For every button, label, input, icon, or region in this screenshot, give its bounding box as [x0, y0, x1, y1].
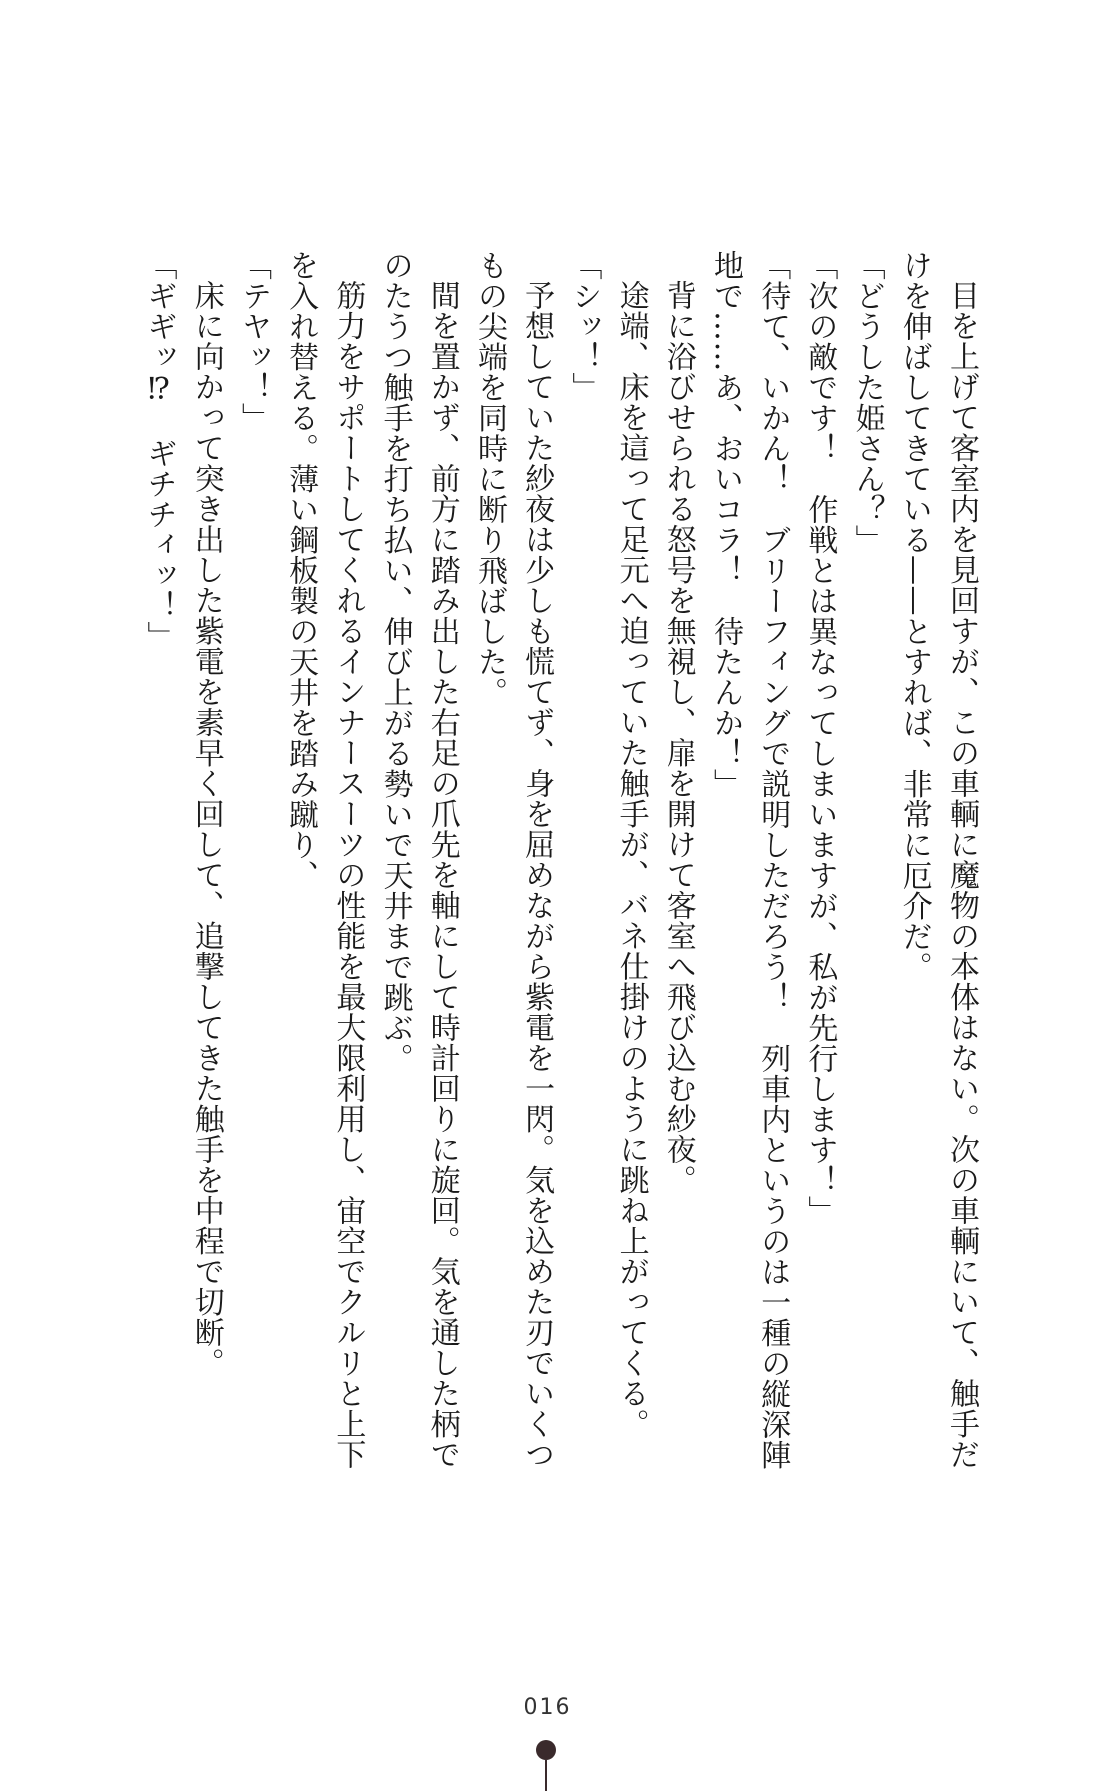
paragraph: 床に向かって突き出した紫電を素早く回して、追撃してきた触手を中程で切断。: [188, 280, 224, 1378]
dialogue-line: 「ギギッ⁉ ギチチィッ！」: [141, 250, 177, 652]
dialogue-line: 「次の敵です！ 作戦とは異なってしまいますが、私が先行します！」: [802, 250, 838, 1226]
folio-dot-ornament: [536, 1740, 556, 1760]
dialogue-line: 「待て、いかん！ ブリーフィングで説明しただろう！ 列車内というのは一種の縦深陣地で……あ、おいコラ！ 待たんか！」: [707, 250, 791, 1470]
folio-line-ornament: [545, 1760, 547, 1791]
dialogue-line: 「テヤッ！」: [235, 250, 271, 433]
paragraph: 目を上げて客室内を見回すが、この車輌に魔物の本体はない。次の車輌にいて、触手だけを伸ばしてきている——とすれば、非常に厄介だ。: [896, 250, 979, 1470]
vertical-text-body: [135, 250, 985, 1490]
dialogue-line: 「どうした姫さん？」: [849, 250, 885, 555]
paragraph: 途端、床を這って足元へ迫っていた触手が、バネ仕掛けのように跳ね上がってくる。: [613, 280, 649, 1439]
paragraph: 背に浴びせられる怒号を無視し、扉を開けて客室へ飛び込む紗夜。: [660, 280, 696, 1195]
paragraph: 筋力をサポートしてくれるインナースーツの性能を最大限利用し、宙空でクルリと上下を入れ替える。薄い鋼板製の天井を踏み蹴り、: [283, 250, 366, 1470]
paragraph: 間を置かず、前方に踏み出した右足の爪先を軸にして時計回りに旋回。気を通した柄でのたうつ触手を打ち払い、伸び上がる勢いで天井まで跳ぶ。: [377, 250, 460, 1470]
page-number: 016: [523, 1695, 572, 1720]
dialogue-line: 「シッ！」: [566, 250, 602, 403]
paragraph: 予想していた紗夜は少しも慌てず、身を屈めながら紫電を一閃。気を込めた刃でいくつもの尖端を同時に断り飛ばした。: [471, 250, 555, 1470]
